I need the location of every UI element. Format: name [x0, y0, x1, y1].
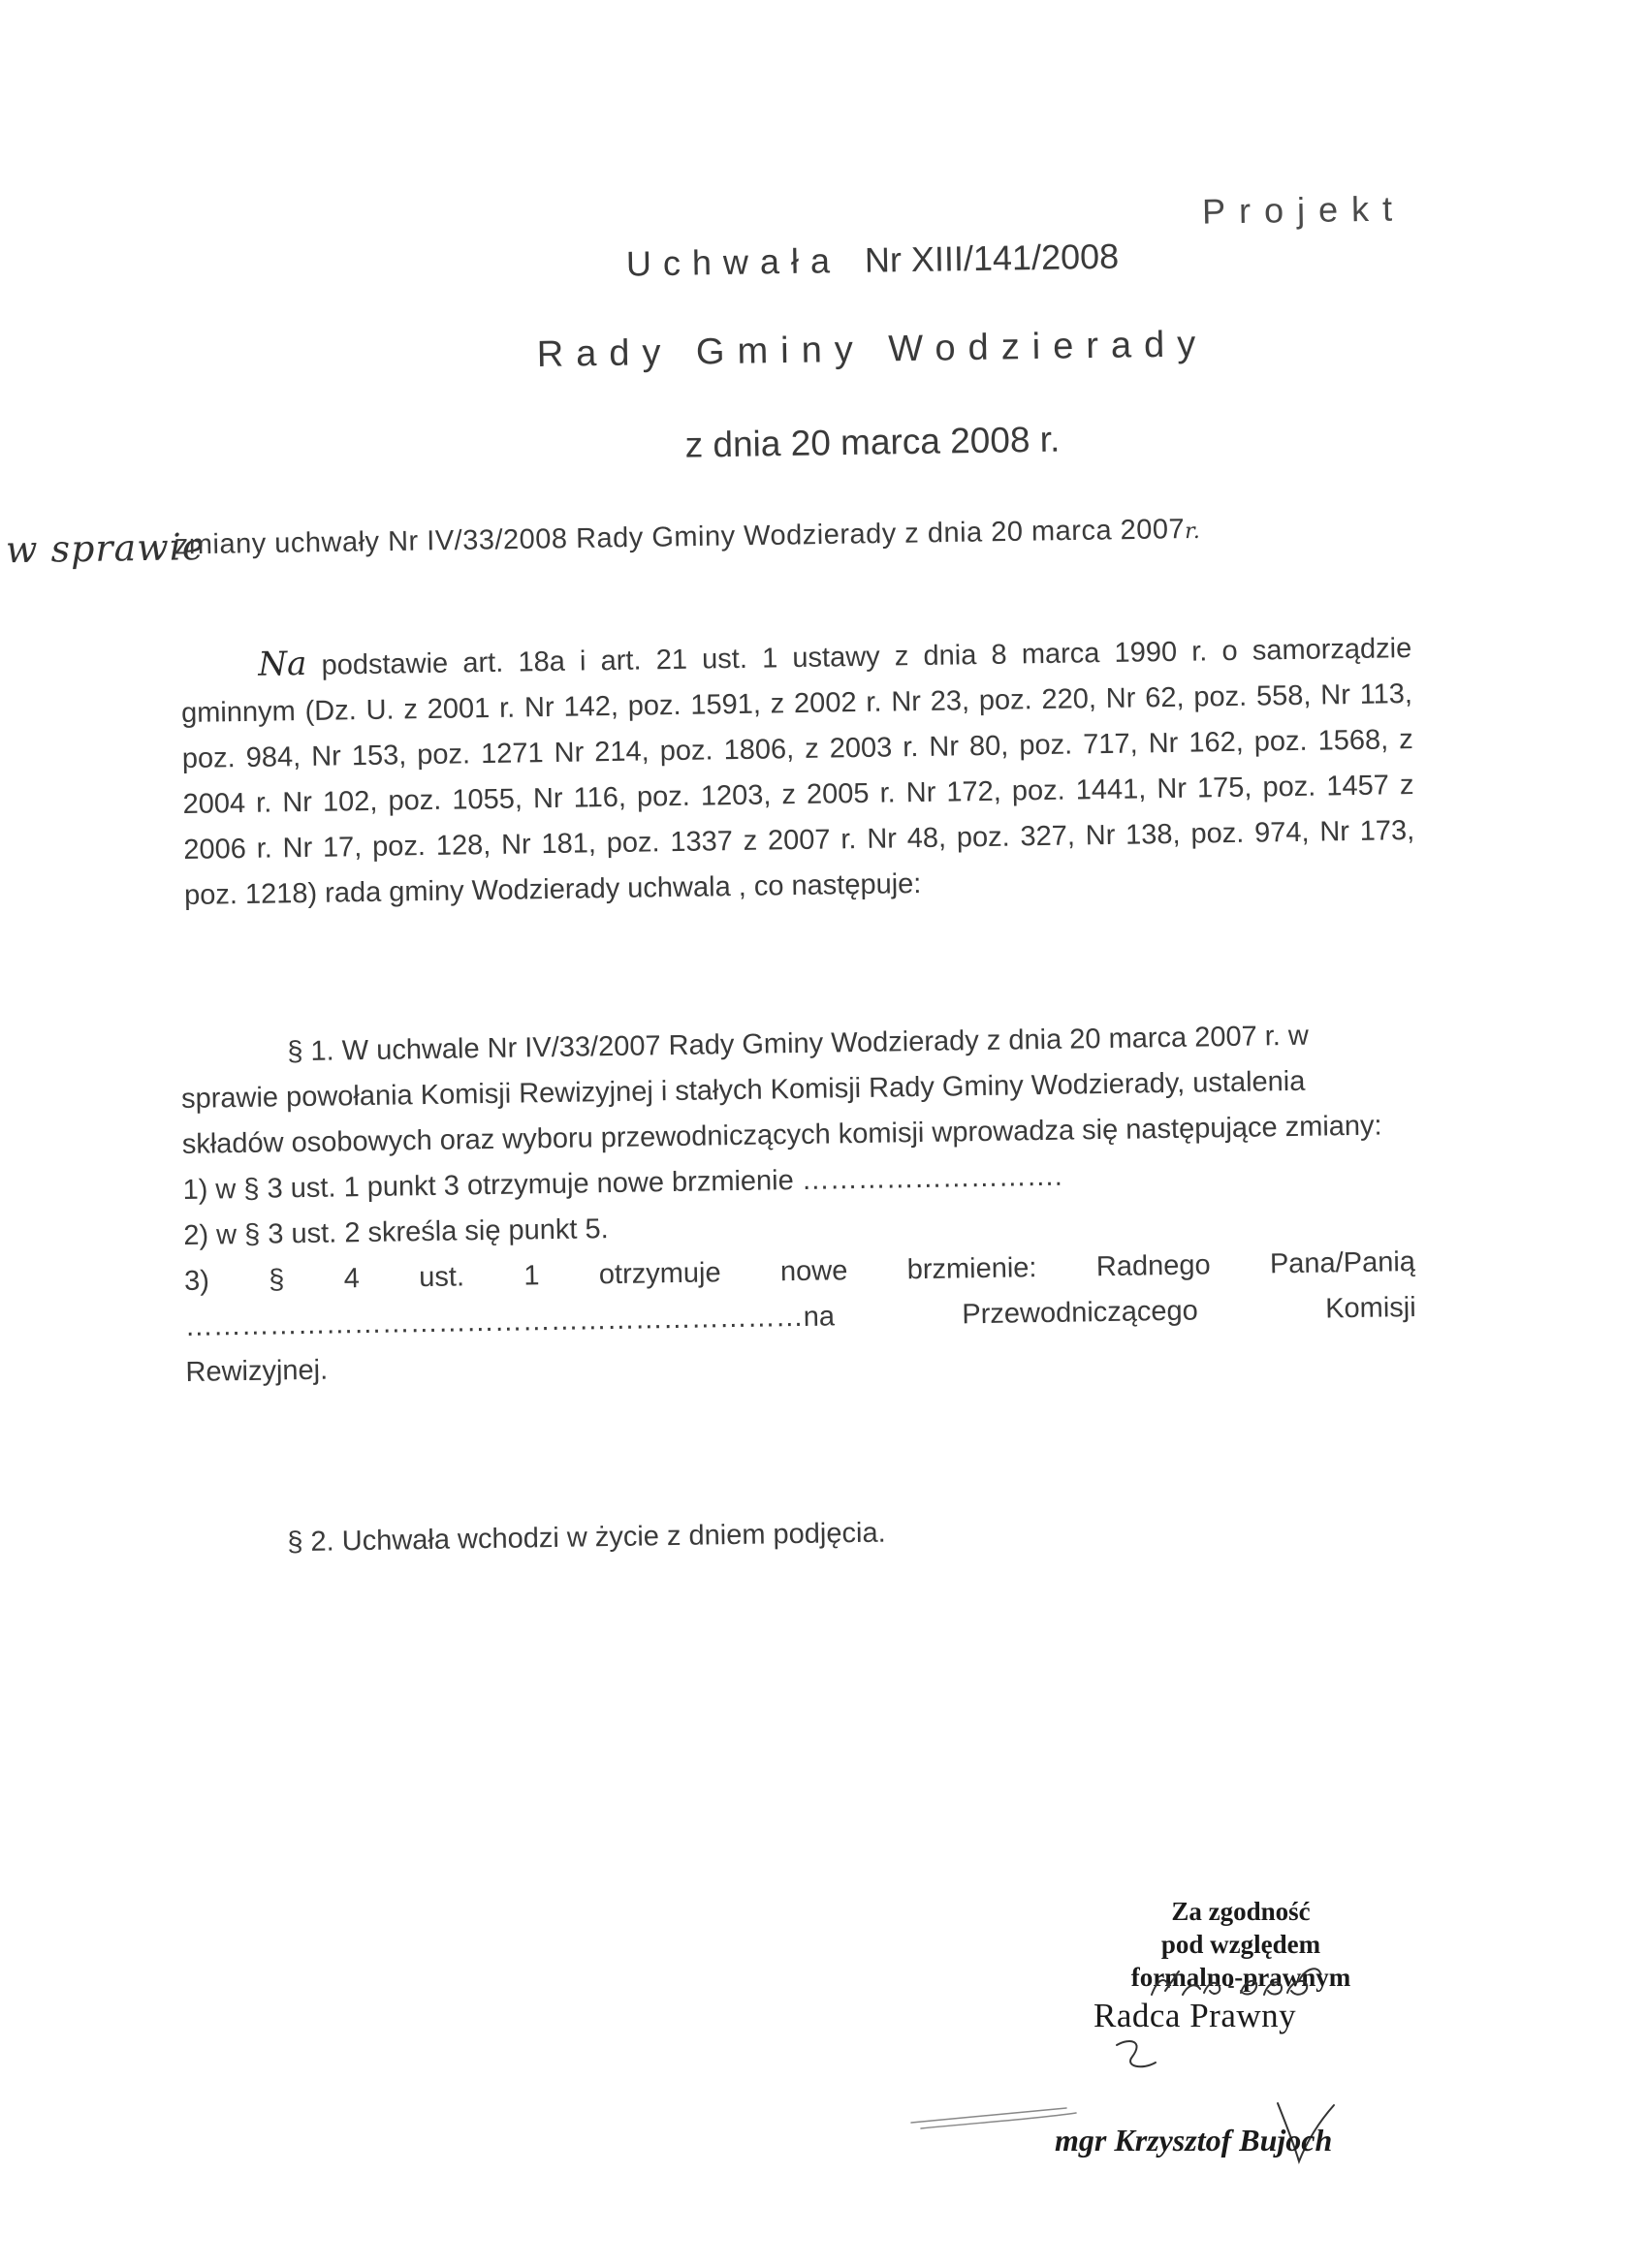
paragraph-1-intro: § 1. W uchwale Nr IV/33/2007 Rady Gminy Wodzierady z dnia 20 marca 2007 r. w sprawie powołania Komisji Rewizyjnej i stałych Komisji Rady Gminy Wodzierady, ustalenia składów osobowych oraz wyboru przewodniczących komisji wprowadza się następujące zmiany: — [180, 1020, 1382, 1160]
legal-advisor-name: mgr Krzysztof Bujoch — [1055, 2123, 1333, 2158]
handwritten-subject-suffix: r. — [1184, 519, 1201, 545]
amendment-item-3-line-2: …………………………………………………………na Przewodniczącego Komisji — [184, 1292, 1416, 1342]
paragraph-1 — [180, 1012, 1417, 1396]
subject-main-text: zmiany uchwały Nr IV/33/2008 Rady Gminy Wodzierady z dnia 20 marca 2007 — [174, 514, 1186, 561]
legal-advisor-title: Radca Prawny — [1093, 1997, 1297, 2034]
handwritten-subject-prefix: w sprawie — [5, 525, 206, 572]
subject-text — [174, 514, 1201, 562]
subject-line — [0, 501, 1648, 595]
handwritten-preamble-start: Na — [258, 644, 307, 684]
resolution-date: z dnia 20 marca 2008 r. — [684, 419, 1061, 465]
amendment-item-1: 1) w § 3 ust. 1 punkt 3 otrzymuje nowe brzmienie ………………………. — [182, 1160, 1063, 1206]
preamble-text: podstawie art. 18a i art. 21 ust. 1 ustawy z dnia 8 marca 1990 r. o samorządzie gminnym (Dz. U. z 2001 r. Nr 142, poz. 1591, z 2002 r. Nr 23, poz. 220, Nr 62, poz. 558, Nr 113, poz. 984, Nr 153, poz. 1271 Nr 214, poz. 1806, z 2003 r. Nr 80, poz. 717, Nr 162, poz. 1568, z 2004 r. Nr 102, poz. 1055, Nr 116, poz. 1203, z 2005 r. Nr 172, poz. 1441, Nr 175, poz. 1457 z 2006 r. Nr 17, poz. 128, Nr 181, poz. 1337 z 2007 r. Nr 48, poz. 327, Nr 138, poz. 974, Nr 173, poz. 1218) rada gminy Wodzierady uchwala , co następuje: — [180, 633, 1415, 911]
resolution-title-word: Uchwała — [625, 240, 842, 284]
amendment-item-3-line-3: Rewizyjnej. — [185, 1354, 329, 1388]
approval-line-1: Za zgodność — [1171, 1897, 1311, 1926]
amendment-item-3-line-1: 3) § 4 ust. 1 otrzymuje nowe brzmienie: Radnego Pana/Panią — [183, 1246, 1416, 1297]
resolution-title — [0, 227, 1648, 294]
approval-line-3: formalno-prawnym — [1130, 1963, 1351, 1992]
preamble — [180, 624, 1415, 919]
resolution-number: Nr XIII/141/2008 — [864, 236, 1120, 280]
amendment-item-2: 2) w § 3 ust. 2 skreśla się punkt 5. — [183, 1213, 609, 1251]
council-name: Rady Gminy Wodzierady — [536, 324, 1209, 376]
approval-line-2: pod względem — [1160, 1930, 1321, 1959]
paragraph-2: § 2. Uchwała wchodzi w życie z dniem podjęcia. — [287, 1517, 886, 1559]
draft-label: Projekt — [1201, 188, 1407, 232]
